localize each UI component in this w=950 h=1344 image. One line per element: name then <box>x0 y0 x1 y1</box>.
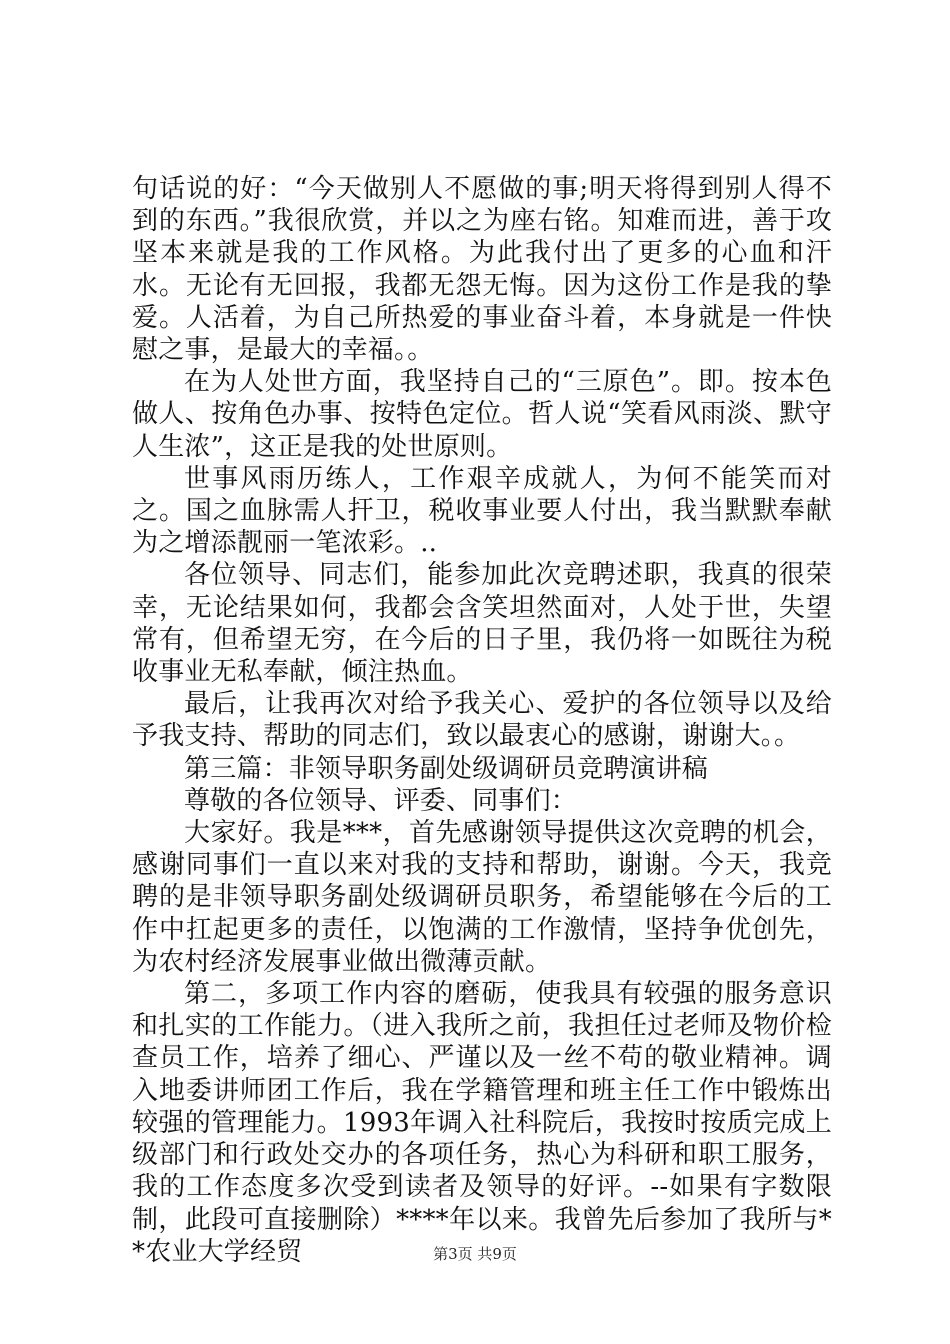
page-footer: 第3页 共9页 <box>433 1245 517 1263</box>
section-heading: 第三篇：非领导职务副处级调研员竞聘演讲稿 <box>184 753 709 784</box>
document-body <box>132 173 832 1268</box>
paragraph-3: 世事风雨历练人，工作艰辛成就人，为何不能笑而对之。国之血脉需人扞卫，税收事业要人付出，我当默默奉献为之增添靓丽一笔浓彩。.. <box>132 463 832 559</box>
paragraph-8: 大家好。我是***，首先感谢领导提供这次竞聘的机会，感谢同事们一直以来对我的支持和帮助，谢谢。今天，我竞聘的是非领导职务副处级调研员职务，希望能够在今后的工作中扛起更多的责任，以饱满的工作激情，坚持争优创先，为农村经济发展事业做出微薄贡献。 <box>132 818 832 977</box>
salutation: 尊敬的各位领导、评委、同事们： <box>184 785 578 816</box>
paragraph-9: 第二，多项工作内容的磨砺，使我具有较强的服务意识和扎实的工作能力。（进入我所之前，我担任过老师及物价检查员工作，培养了细心、严谨以及一丝不苟的敬业精神。调入地委讲师团工作后，我在学籍管理和班主任工作中锻炼出较强的管理能力。1993年调入社科院后，我按时按质完成上级部门和行政处交办的各项任务，热心为科研和职工服务，我的工作态度多次受到读者及领导的好评。--如果有字数限制，此段可直接删除）****年以来。我曾先后参加了我所与**农业大学经贸 <box>132 979 832 1267</box>
paragraph-2: 在为人处世方面，我坚持自己的“三原色”。即。按本色做人、按角色办事、按特色定位。哲人说“笑看风雨淡、默守人生浓”，这正是我的处世原则。 <box>132 367 832 462</box>
paragraph-4: 各位领导、同志们，能参加此次竞聘述职，我真的很荣幸，无论结果如何，我都会含笑坦然面对，人处于世，失望常有，但希望无穷，在今后的日子里，我仍将一如既往为税收事业无私奉献，倾注热血。 <box>132 560 832 688</box>
paragraph-1: 句话说的好：“今天做别人不愿做的事;明天将得到别人得不到的东西。”我很欣赏，并以之为座右铭。知难而进，善于攻坚本来就是我的工作风格。为此我付出了更多的心血和汗水。无论有无回报，我都无怨无悔。因为这份工作是我的挚爱。人活着，为自己所热爱的事业奋斗着，本身就是一件快慰之事，是最大的幸福。。 <box>132 174 832 366</box>
paragraph-5: 最后，让我再次对给予我关心、爱护的各位领导以及给予我支持、帮助的同志们，致以最衷心的感谢，谢谢大。。 <box>132 689 832 752</box>
